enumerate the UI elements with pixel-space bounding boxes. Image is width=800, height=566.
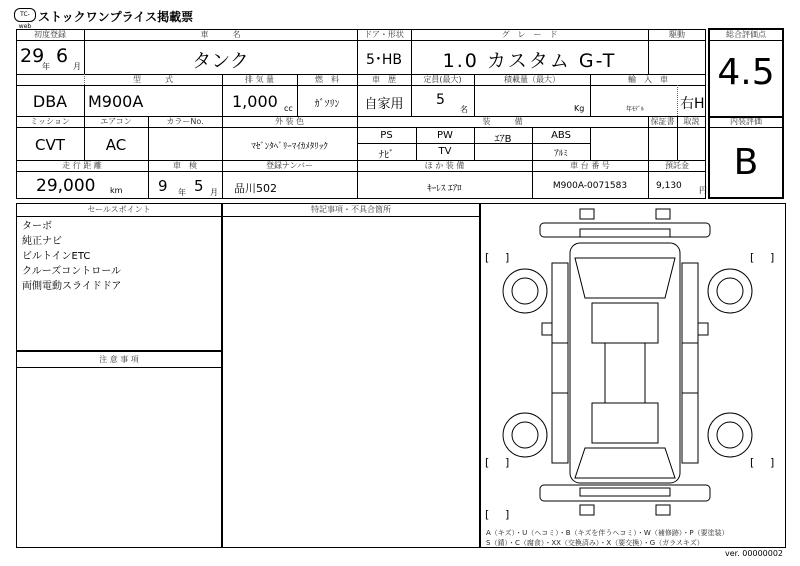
- model-prefix: DBA: [32, 92, 68, 111]
- manual-label: 取説: [683, 117, 700, 126]
- displacement: 1,000: [232, 92, 278, 111]
- first-reg-label: 初度登録: [34, 30, 66, 39]
- svg-text:]: ]: [505, 456, 510, 469]
- legend-line: S（錆）・C（腐食）・XX（交換済み）・X（要交換）・G（ガラスキズ）: [486, 539, 704, 547]
- equipment-label: 装 備: [482, 117, 523, 126]
- grade: 1.0 カスタム G-T: [442, 50, 617, 72]
- inspection-month: 5: [194, 177, 204, 195]
- interior-label: 内装評価: [730, 117, 762, 126]
- overall-label: 総合評価点: [726, 30, 766, 39]
- equip-airbag: ｴｱB: [494, 134, 512, 145]
- name-label: 車 名: [200, 30, 241, 39]
- year-unit: 年: [42, 62, 50, 71]
- grade-label: グ レ ー ド: [501, 30, 558, 39]
- other-equip: ｷｰﾚｽ ｴｱﾛ: [427, 184, 462, 194]
- mileage: 29,000: [36, 176, 96, 196]
- mileage-unit: km: [110, 186, 123, 195]
- special-label: 特記事項・不具合箇所: [311, 205, 391, 214]
- payload-label: 積載量（最大）: [504, 75, 560, 84]
- equip-ps: PS: [380, 130, 393, 141]
- color-label: 外 装 色: [274, 117, 305, 126]
- logo: TC-web: [14, 8, 36, 22]
- history: 自家用: [364, 97, 404, 112]
- equip-abs: ABS: [551, 130, 571, 141]
- mission-label: ミッション: [30, 117, 70, 126]
- legend-line: A（キズ）・U（ヘコミ）・B（キズを伴うヘコミ）・W（補修跡）・P（要塗装）: [486, 529, 729, 537]
- sales-label: セールスポイント: [87, 205, 151, 214]
- page-title: ストックワンプライス掲載票: [38, 10, 194, 24]
- history-label: 車 歴: [372, 75, 396, 84]
- sales-list: [22, 219, 121, 294]
- list-item: 両側電動スライドドア: [22, 281, 122, 292]
- svg-text:]: ]: [505, 508, 510, 521]
- notes-box: [16, 351, 222, 548]
- notes-label: 注 意 事 項: [99, 355, 139, 364]
- svg-text:[: [: [750, 251, 755, 264]
- vin-label: 車 台 番 号: [570, 161, 610, 170]
- plate-label: 登録ナンバー: [265, 161, 314, 170]
- svg-text:[: [: [485, 456, 490, 469]
- interior-score: B: [733, 142, 759, 183]
- fuel-label: 燃 料: [315, 75, 339, 84]
- steering: 右H: [680, 96, 705, 112]
- vin: M900A-0071583: [552, 181, 628, 191]
- svg-text:[: [: [750, 456, 755, 469]
- first-reg-year: 29: [20, 45, 45, 67]
- svg-text:]: ]: [505, 251, 510, 264]
- list-item: 純正ナビ: [22, 236, 62, 247]
- displacement-label: 排 気 量: [244, 75, 275, 84]
- fuel: ｶﾞｿﾘﾝ: [314, 99, 340, 110]
- list-item: ビルトインETC: [22, 251, 91, 262]
- version-label: ver. 00000002: [725, 549, 784, 558]
- deposit-unit: 円: [699, 186, 707, 195]
- plate: 品川502: [234, 182, 277, 195]
- capacity-label: 定員(最大): [423, 75, 462, 84]
- deposit: 9,130: [656, 181, 682, 191]
- other-equip-label: ほ か 装 備: [424, 161, 465, 170]
- equip-navi: ﾅﾋﾞ: [379, 150, 394, 161]
- model-code: M900A: [88, 92, 144, 111]
- color-no-label: カラーNo.: [166, 117, 204, 126]
- equip-pw: PW: [437, 130, 453, 141]
- special-notes-box: [222, 203, 480, 548]
- svg-text:]: ]: [770, 251, 775, 264]
- displacement-unit: cc: [284, 104, 293, 113]
- list-item: クルーズコントロール: [22, 266, 121, 277]
- aircon: AC: [105, 136, 127, 154]
- svg-text:]: ]: [770, 456, 775, 469]
- equip-alloy: ｱﾙﾐ: [554, 149, 568, 159]
- list-item: ターボ: [22, 221, 52, 232]
- inspection-year-unit: 年: [178, 188, 186, 197]
- deposit-label: 預託金: [665, 161, 689, 170]
- mileage-label: 走 行 距 離: [62, 161, 102, 170]
- model-label: 型 式: [133, 75, 173, 84]
- door-label: ドア・形状: [364, 30, 404, 39]
- exterior-color: ﾏｾﾞﾝﾀﾍﾞﾘｰﾏｲｶﾒﾀﾘｯｸ: [251, 142, 328, 152]
- import-label: 輸 入 車: [628, 75, 668, 84]
- damage-legend: [486, 528, 729, 548]
- drive-label: 駆動: [669, 30, 685, 39]
- vehicle-name: タンク: [192, 50, 249, 72]
- month-unit: 月: [73, 62, 81, 71]
- mission: CVT: [35, 136, 65, 154]
- capacity-unit: 名: [460, 105, 468, 114]
- car-diagram: [480, 203, 786, 523]
- inspection-label: 車 検: [173, 161, 197, 170]
- payload-unit: Kg: [574, 104, 585, 113]
- inspection-year: 9: [158, 177, 168, 195]
- svg-text:[: [: [485, 251, 490, 264]
- aircon-label: エアコン: [100, 117, 132, 126]
- equip-tv: TV: [438, 146, 452, 157]
- inspection-month-unit: 月: [210, 188, 218, 197]
- overall-score: 4.5: [717, 52, 775, 93]
- door-type: 5･HB: [365, 52, 403, 68]
- warranty-label: 保証書: [650, 117, 675, 126]
- capacity: 5: [436, 92, 445, 108]
- import-year-label: 年ﾓﾃﾞﾙ: [626, 106, 645, 113]
- svg-text:[: [: [485, 508, 490, 521]
- first-reg-month: 6: [56, 45, 69, 67]
